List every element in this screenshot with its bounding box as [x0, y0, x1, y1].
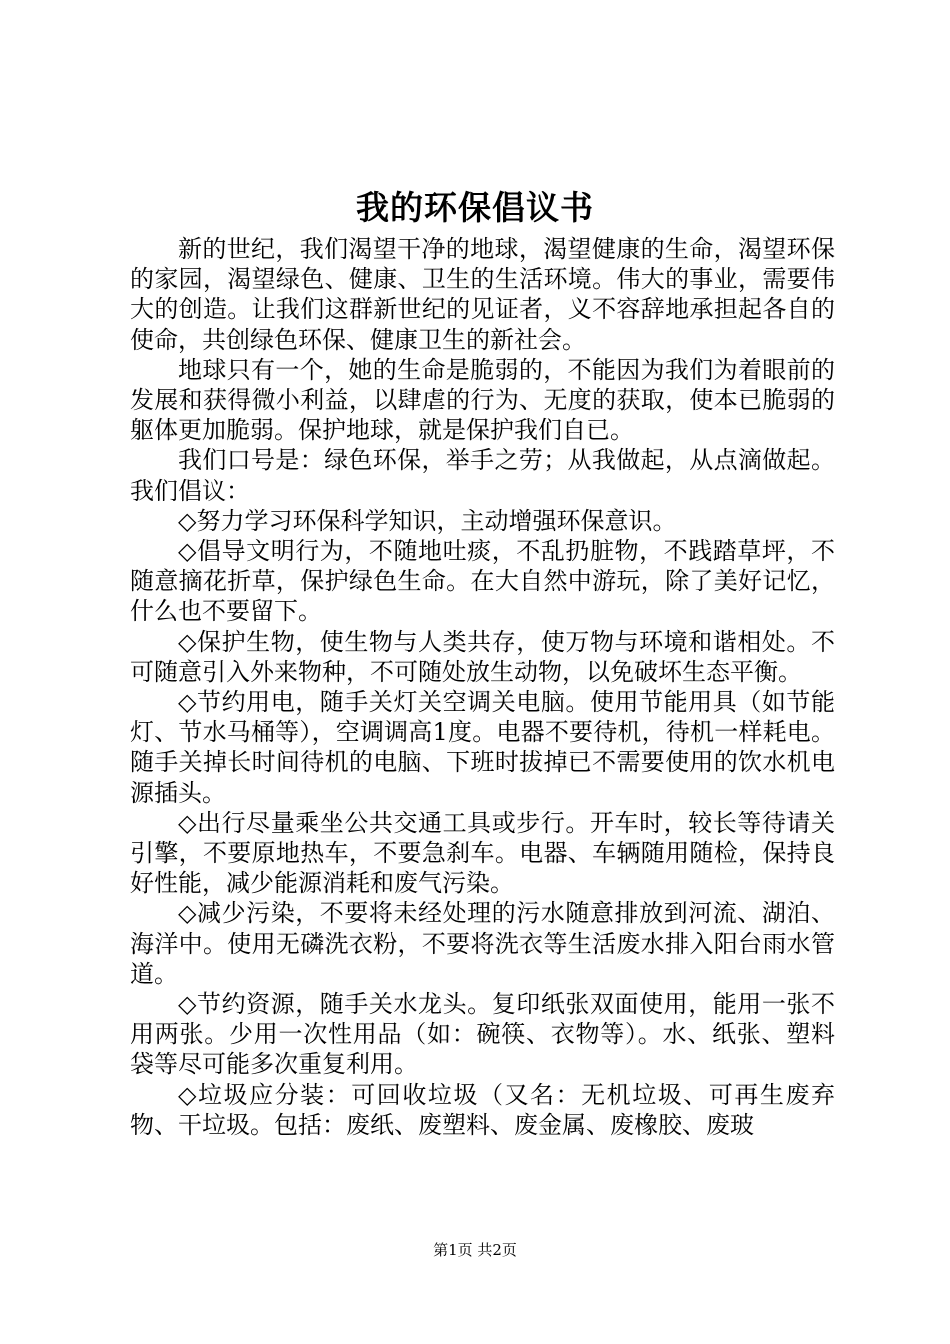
paragraph-intro: 新的世纪，我们渴望干净的地球，渴望健康的生命，渴望环保的家园，渴望绿色、健康、卫生的生活环境。伟大的事业，需要伟大的创造。让我们这群新世纪的见证者，义不容辞地承担起各自的使命，共创绿色环保、健康卫生的新社会。: [130, 235, 835, 354]
paragraph-slogan: 我们口号是：绿色环保，举手之劳；从我做起，从点滴做起。我们倡议：: [130, 446, 835, 505]
list-item-transport: ◇出行尽量乘坐公共交通工具或步行。开车时，较长等待请关引擎，不要原地热车，不要急刹车。电器、车辆随用随检，保持良好性能，减少能源消耗和废气污染。: [130, 808, 835, 898]
list-item-pollution: ◇减少污染，不要将未经处理的污水随意排放到河流、湖泊、海洋中。使用无磷洗衣粉，不要将洗衣等生活废水排入阳台雨水管道。: [130, 899, 835, 988]
document-title: 我的环保倡议书: [356, 188, 594, 227]
list-item-garbage: ◇垃圾应分装：可回收垃圾（又名：无机垃圾、可再生废弃物、干垃圾。包括：废纸、废塑料、废金属、废橡胶、废玻: [130, 1080, 835, 1139]
page-footer: 第1页 共2页: [433, 1241, 517, 1259]
list-item-biology: ◇保护生物，使生物与人类共存，使万物与环境和谐相处。不可随意引入外来物种，不可随处放生动物，以免破坏生态平衡。: [130, 627, 835, 686]
list-item-resources: ◇节约资源，随手关水龙头。复印纸张双面使用，能用一张不用两张。少用一次性用品（如：碗筷、衣物等）。水、纸张、塑料袋等尽可能多次重复利用。: [130, 990, 835, 1079]
paragraph-earth: 地球只有一个，她的生命是脆弱的，不能因为我们为着眼前的发展和获得微小利益，以肆虐的行为、无度的获取，使本已脆弱的躯体更加脆弱。保护地球，就是保护我们自已。: [130, 355, 835, 445]
list-item-study: ◇努力学习环保科学知识，主动增强环保意识。: [178, 506, 677, 535]
document-body: [130, 234, 835, 1140]
list-item-civility: ◇倡导文明行为，不随地吐痰，不乱扔脏物，不践踏草坪，不随意摘花折草，保护绿色生命。在大自然中游玩，除了美好记忆，什么也不要留下。: [130, 537, 835, 626]
list-item-electricity: ◇节约用电，随手关灯关空调关电脑。使用节能用具（如节能灯、节水马桶等），空调调高1度。电器不要待机，待机一样耗电。随手关掉长时间待机的电脑、下班时拔掉已不需要使用的饮水机电源插头。: [130, 688, 835, 807]
